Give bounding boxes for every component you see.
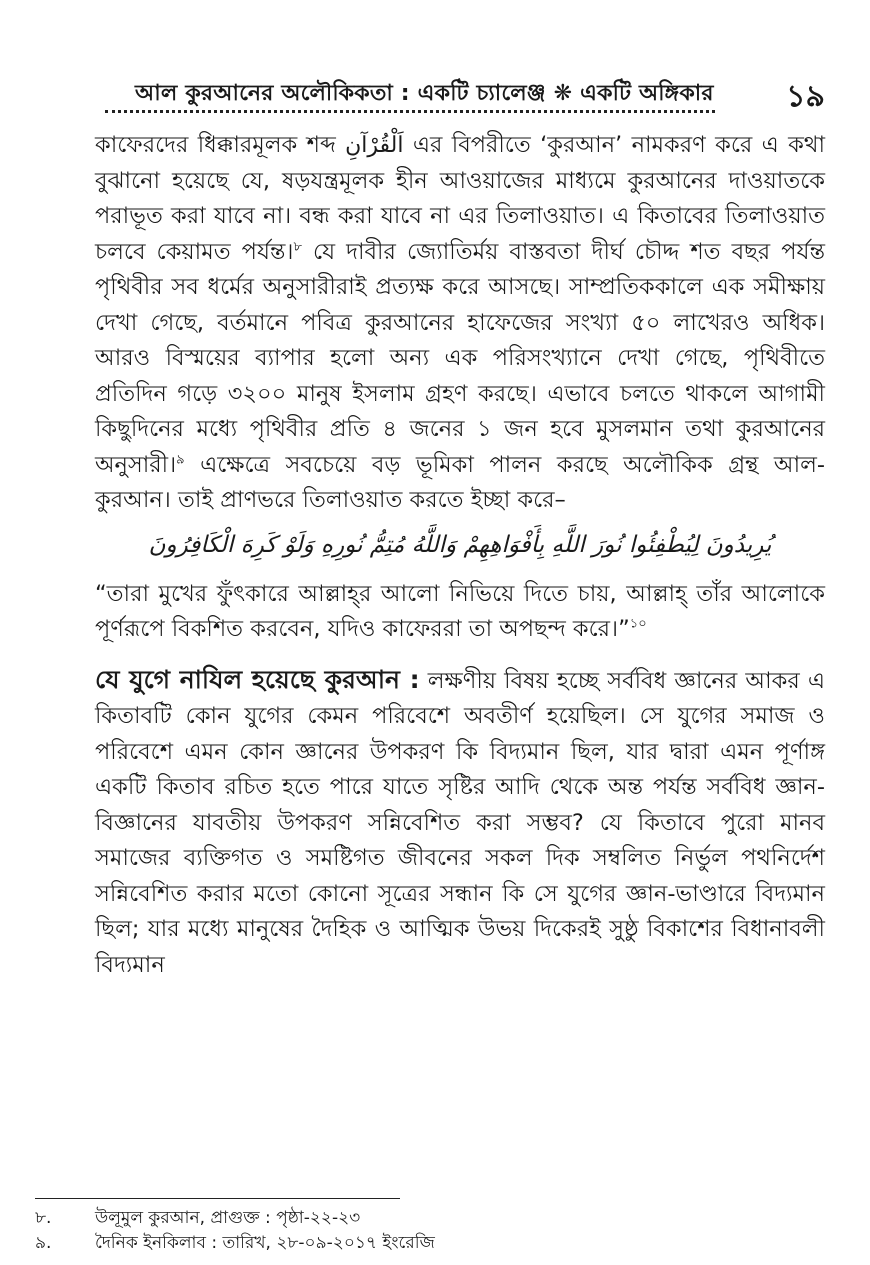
verse-translation-text: “তারা মুখের ফুঁৎকারে আল্লাহ্‌র আলো নিভিয়ে দিতে চায়, আল্লাহ্ তাঁর আলোকে পূর্ণরূপে বিকশিত করবেন, যদিও কাফেররা তা অপছন্দ করে।” [95,580,825,642]
arabic-verse: يُرِيدُونَ لِيُطْفِئُوا نُورَ اللَّهِ بِأَفْوَاهِهِمْ وَاللَّهُ مُتِمُّ نُورِهِ وَلَوْ كَرِهَ الْكَافِرُونَ [148,531,772,558]
footnote-number: ৮. [35,1208,52,1228]
footnote-item [35,1231,735,1256]
footnote-text: উলূমুল কুরআন, প্রাগুক্ত : পৃষ্ঠা-২২-২৩ [95,1208,361,1228]
paragraph-2 [95,662,825,984]
page-header [95,72,825,112]
footnotes [35,1206,735,1256]
footnote-divider [35,1198,400,1199]
footnote-ref-8[interactable]: ৮ [293,239,302,254]
paragraph-1-part-c: যে দাবীর জ্যোতির্ময় বাস্তবতা দীর্ঘ চৌদ্দ শত বছর পর্যন্ত পৃথিবীর সব ধর্মের অনুসারীরাই প্রত্যক্ষ করে আসছে। সাম্প্রতিককালে এক সমীক্ষায় দেখা গেছে, বর্তমানে পবিত্র কুরআনের হাফেজের সংখ্যা ৫০ লাখেরও অধিক। আরও বিস্ময়ের ব্যাপার হলো অন্য এক পরিসংখ্যানে দেখা গেছে, পৃথিবীতে প্রতিদিন গড়ে ৩২০০ মানুষ ইসলাম গ্রহণ করছে। এভাবে চলতে থাকলে আগামী কিছুদিনের মধ্যে পৃথিবীর প্রতি ৪ জনের ১ জন হবে মুসলমান তথা কুরআনের অনুসারী। [95,238,825,478]
page-body [95,128,825,983]
header-dotted-rule [105,110,715,113]
section-heading: যে যুগে নাযিল হয়েছে কুরআন : [95,664,420,694]
running-title: আল কুরআনের অলৌকিকতা : একটি চ্যালেঞ্জ ❋ একটি অঙ্গিকার [135,81,714,106]
paragraph-1-part-a: কাফেরদের ধিক্কারমূলক শব্দ [95,132,346,158]
page-number: ১৯ [786,79,825,114]
verse-translation [95,577,825,648]
paragraph-2-text: লক্ষণীয় বিষয় হচ্ছে সর্ববিধ জ্ঞানের আকর এ কিতাবটি কোন যুগের কেমন পরিবেশে অবতীর্ণ হয়েছিল। সে যুগের সমাজ ও পরিবেশে এমন কোন জ্ঞানের উপকরণ কি বিদ্যমান ছিল, যার দ্বারা এমন পূর্ণাঙ্গ একটি কিতাব রচিত হতে পারে যাতে সৃষ্টির আদি থেকে অন্ত পর্যন্ত সর্ববিধ জ্ঞান-বিজ্ঞানের যাবতীয় উপকরণ সন্নিবেশিত করা সম্ভব? যে কিতাবে পুরো মানব সমাজের ব্যক্তিগত ও সমষ্টিগত জীবনের সকল দিক সম্বলিত নির্ভুল পথনির্দেশ সন্নিবেশিত করার মতো কোনো সূত্রের সন্ধান কি সে যুগের জ্ঞান-ভাণ্ডারে বিদ্যমান ছিল; যার মধ্যে মানুষের দৈহিক ও আত্মিক উভয় দিকেরই সুষ্ঠু বিকাশের বিধানাবলী বিদ্যমান [95,667,825,978]
footnote-text: দৈনিক ইনকিলাব : তারিখ, ২৮-০৯-২০১৭ ইংরেজি [95,1233,435,1253]
footnote-ref-9[interactable]: ৯ [176,452,185,467]
paragraph-1-part-b: এর বিপরীতে ‘কুরআন’ নামকরণ করে এ কথা বুঝানো হয়েছে যে, ষড়যন্ত্রমূলক হীন আওয়াজের মাধ্যমে কুরআনের দাওয়াতকে পরাভূত করা যাবে না। বন্ধ করা যাবে না এর তিলাওয়াত। এ কিতাবের তিলাওয়াত চলবে কেয়ামত পর্যন্ত। [95,132,826,265]
paragraph-1-part-d: এক্ষেত্রে সবচেয়ে বড় ভূমিকা পালন করছে অলৌকিক গ্রন্থ আল-কুরআন। তাই প্রাণভরে তিলাওয়াত করতে ইচ্ছা করে– [95,451,825,513]
footnote-item [35,1206,735,1231]
footnote-ref-10[interactable]: ১০ [629,616,647,632]
footnote-number: ৯. [35,1233,52,1253]
inline-arabic-word: اَلْقُرْآنِ [345,133,404,158]
paragraph-1 [95,128,825,519]
